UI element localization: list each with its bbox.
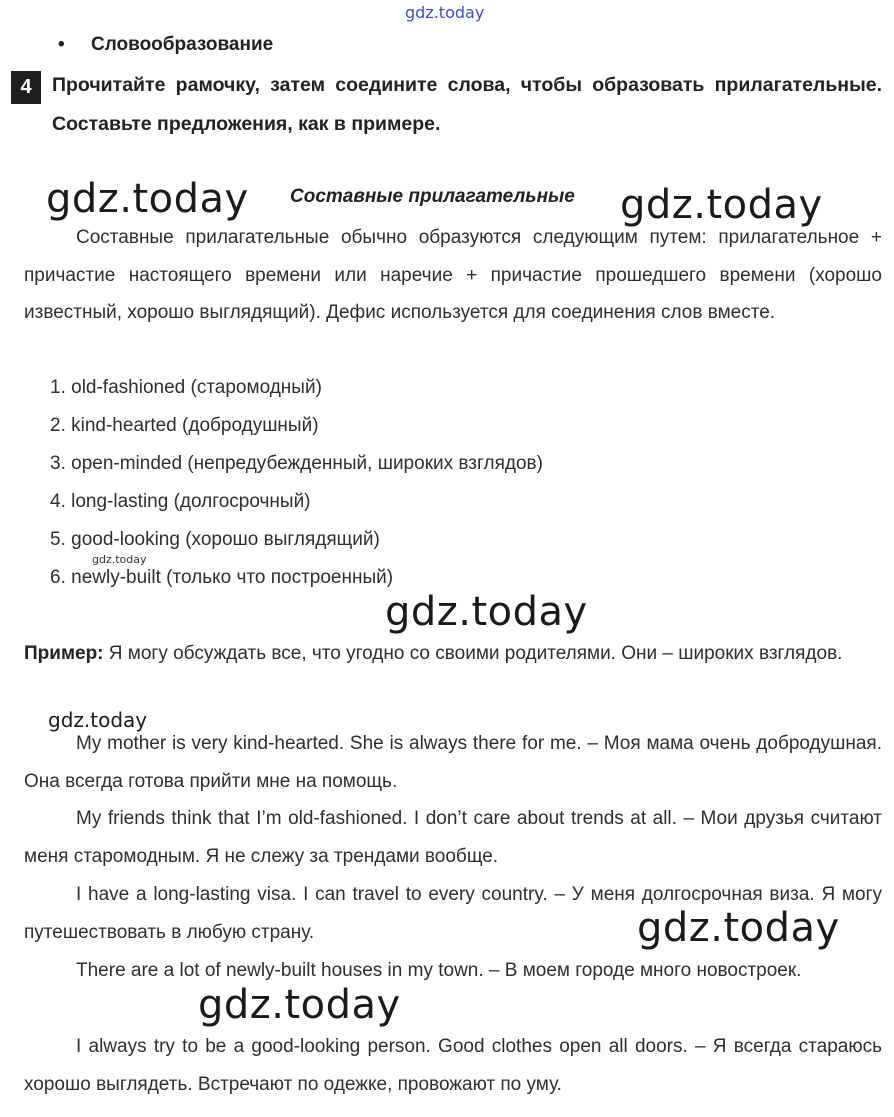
list-item: 3. open-minded (непредубежденный, широких взглядов)	[50, 453, 543, 474]
task-number: 4	[11, 71, 41, 104]
watermark: gdz.today	[620, 182, 823, 228]
watermark: gdz.today	[385, 589, 588, 635]
watermark: gdz.today	[92, 553, 147, 566]
example-paragraph	[24, 635, 882, 673]
answer-paragraph: There are a lot of newly-built houses in my town. – В моем городе много новостроек.	[76, 960, 802, 981]
watermark: gdz.today	[48, 708, 148, 732]
answer-paragraph: My friends think that I’m old-fashioned. I don’t care about trends at all. – Мои друзья считают меня старомодным. Я не слежу за трендами вообще.	[24, 808, 882, 867]
watermark: gdz.today	[46, 176, 249, 222]
list-item: 1. old-fashioned (старомодный)	[50, 377, 322, 398]
box-title: Составные прилагательные	[290, 186, 575, 207]
answer-paragraph: I have a long-lasting visa. I can travel to every country. – У меня долгосрочная виза. Я могу путешествовать в любую страну.	[24, 884, 882, 943]
section-heading	[58, 34, 273, 56]
list-item: 4. long-lasting (долгосрочный)	[50, 491, 311, 512]
bullet-icon: •	[58, 34, 65, 55]
watermark: gdz.today	[637, 905, 840, 951]
watermark-top: gdz.today	[405, 3, 485, 22]
answer-paragraph: My mother is very kind-hearted. She is always there for me. – Моя мама очень добродушная. Она всегда готова прийти мне на помощь.	[24, 733, 882, 792]
watermark: gdz.today	[198, 982, 401, 1028]
section-title: Словообразование	[91, 34, 274, 55]
rule-paragraph: Составные прилагательные обычно образуются следующим путем: прилагательное + причастие настоящего времени или наречие + причастие прошедшего времени (хорошо известный, хорошо выглядящий). Дефис используется для соединения слов вместе.	[24, 227, 882, 323]
example-label: Пример:	[24, 643, 104, 664]
list-item: 6. newly-built (только что построенный)	[50, 567, 394, 588]
answer-paragraph: I always try to be a good-looking person. Good clothes open all doors. – Я всегда стараюсь хорошо выглядеть. Встречают по одежке, провожают по уму.	[24, 1036, 882, 1095]
list-item: 2. kind-hearted (добродушный)	[50, 415, 319, 436]
example-text: Я могу обсуждать все, что угодно со своими родителями. Они – широких взглядов.	[103, 643, 843, 664]
task-instruction: Прочитайте рамочку, затем соедините слова, чтобы образовать прилагательные. Составьте предложения, как в примере.	[52, 74, 882, 135]
list-item: 5. good-looking (хорошо выглядящий)	[50, 529, 380, 550]
